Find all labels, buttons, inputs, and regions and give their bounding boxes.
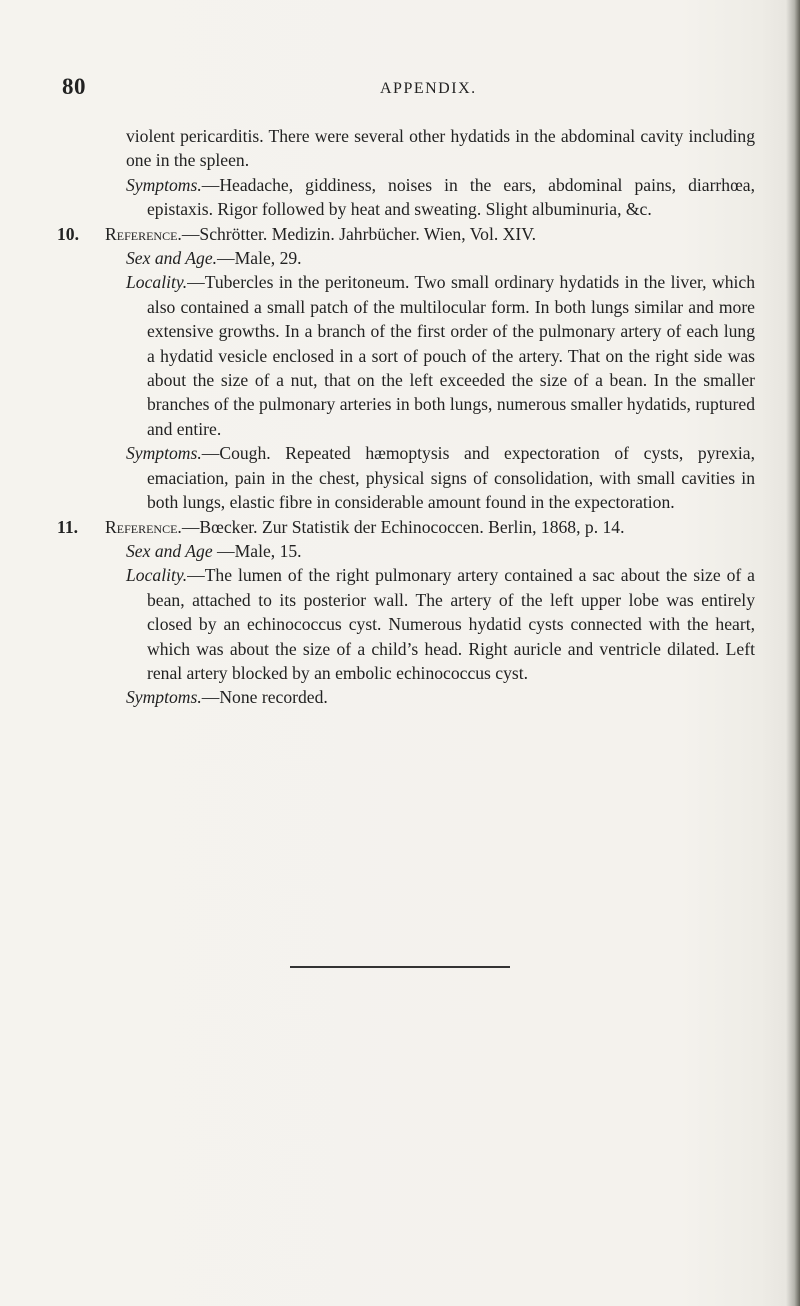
symptoms-text: —None recorded. <box>201 687 328 708</box>
case-11-symptoms <box>105 685 755 709</box>
page-header <box>0 74 800 104</box>
symptoms-label: Symptoms. <box>126 174 202 195</box>
page-number: 80 <box>62 74 86 99</box>
sex-age-text: —Male, 15. <box>212 540 302 561</box>
case-10-sex-age <box>105 246 755 270</box>
case-10-locality <box>105 270 755 441</box>
symptoms-text: —Headache, giddiness, noises in the ears, abdominal pains, diarrhœa, epistaxis. Rigor followed by heat and sweating. Slight albuminuria, &c. <box>147 174 755 220</box>
sex-age-label: Sex and Age. <box>126 248 218 269</box>
symptoms-paragraph <box>105 173 755 222</box>
symptoms-label: Symptoms. <box>126 687 202 708</box>
reference-label: Reference. <box>105 223 182 244</box>
case-11-reference <box>57 515 755 539</box>
reference-text: —Schrötter. Medizin. Jahrbücher. Wien, Vol. XIV. <box>181 223 537 244</box>
case-number: 10. <box>57 223 79 244</box>
running-head: APPENDIX. <box>380 80 477 97</box>
sex-age-text: —Male, 29. <box>217 248 302 269</box>
locality-text: —The lumen of the right pulmonary artery contained a sac about the size of a bean, attached to its posterior wall. The artery of the left upper lobe was entirely closed by an echinococcus cyst. Numerous hydatid cysts connected with the heart, which was about the size of a child’s head. Right auricle and ventricle dilated. Left renal artery blocked by an embolic echinococcus cyst. <box>147 565 755 683</box>
page-edge-shadow <box>786 0 800 1306</box>
reference-text: —Bœcker. Zur Statistik der Echinococcen. Berlin, 1868, p. 14. <box>181 516 625 537</box>
locality-label: Locality. <box>126 565 188 586</box>
symptoms-label: Symptoms. <box>126 443 202 464</box>
continued-paragraph <box>105 124 755 173</box>
case-11-sex-age <box>105 539 755 563</box>
symptoms-text: —Cough. Repeated hæmoptysis and expectoration of cysts, pyrexia, emaciation, pain in the chest, physical signs of consolidation, with small cavities in both lungs, elastic fibre in considerable amount found in the expectoration. <box>147 443 755 513</box>
reference-label: Reference. <box>105 516 182 537</box>
locality-text: —Tubercles in the peritoneum. Two small ordinary hydatids in the liver, which also contained a small patch of the multilocular form. In both lungs similar and more extensive growths. In a branch of the first order of the pulmonary artery of each lung a hydatid vesicle enclosed in a sort of pouch of the artery. That on the right side was about the size of a nut, that on the left exceeded the size of a bean. In the smaller branches of the pulmonary arteries in both lungs, numerous smaller hydatids, ruptured and entire. <box>147 272 755 439</box>
case-10-symptoms <box>105 441 755 514</box>
case-11-locality <box>105 563 755 685</box>
case-10-reference <box>57 222 755 246</box>
section-end-rule <box>290 966 510 968</box>
sex-age-label: Sex and Age <box>126 540 213 561</box>
locality-label: Locality. <box>126 272 188 293</box>
paragraph-text: violent pericarditis. There were several other hydatids in the abdominal cavity including one in the spleen. <box>126 126 755 171</box>
case-number: 11. <box>57 516 79 537</box>
page-body <box>57 124 755 710</box>
